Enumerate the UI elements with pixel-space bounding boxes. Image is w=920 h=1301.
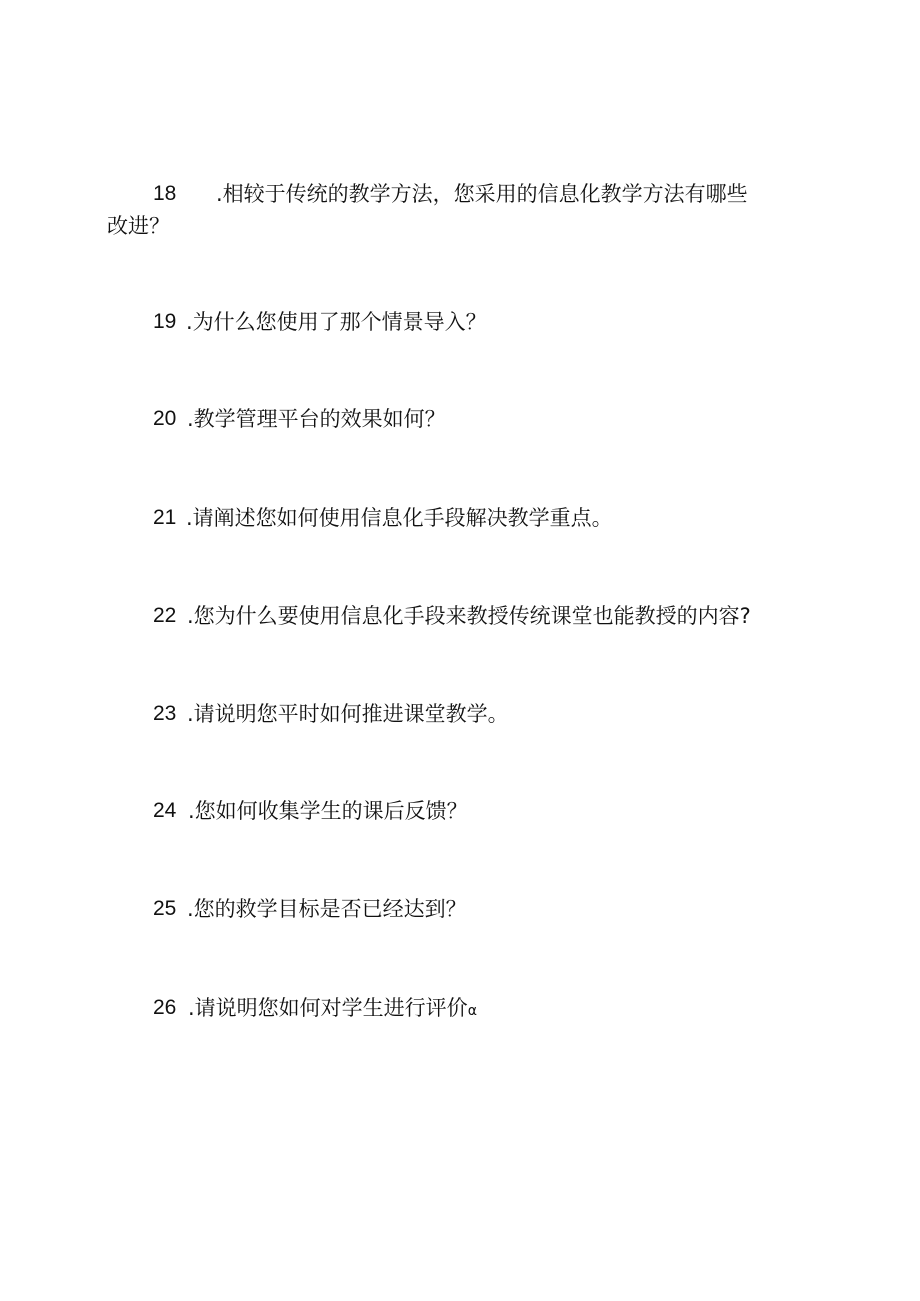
question-number: 21 xyxy=(153,506,177,529)
question-number: 26 xyxy=(153,996,177,1019)
question-number: 24 xyxy=(153,799,177,822)
question-text: .请阐述您如何使用信息化手段解决教学重点。 xyxy=(186,506,613,530)
question-text: .您的救学目标是否已经达到？ xyxy=(187,897,467,921)
question-text: .请说明您如何对学生进行评价 xyxy=(188,996,468,1020)
question-number: 22 xyxy=(153,604,177,627)
trailing-mark: α xyxy=(467,1003,477,1019)
question-text: .您如何收集学生的课后反馈？ xyxy=(188,799,468,823)
question-text: .您为什么要使用信息化手段来教授传统课堂也能教授的内容? xyxy=(187,604,751,628)
question-text-line xyxy=(188,992,477,1027)
question-number: 25 xyxy=(153,897,177,920)
question-number: 19 xyxy=(153,310,177,333)
question-text: .教学管理平台的效果如何？ xyxy=(187,407,446,431)
question-text-continuation: 改进？ xyxy=(107,214,170,238)
question-number: 20 xyxy=(153,407,177,430)
question-text: .相较于传统的教学方法，您采用的信息化教学方法有哪些 xyxy=(216,182,748,206)
question-text: .为什么您使用了那个情景导入？ xyxy=(186,310,487,334)
question-number: 18 xyxy=(153,182,177,205)
question-number: 23 xyxy=(153,702,177,725)
question-text: .请说明您平时如何推进课堂教学。 xyxy=(187,702,509,726)
